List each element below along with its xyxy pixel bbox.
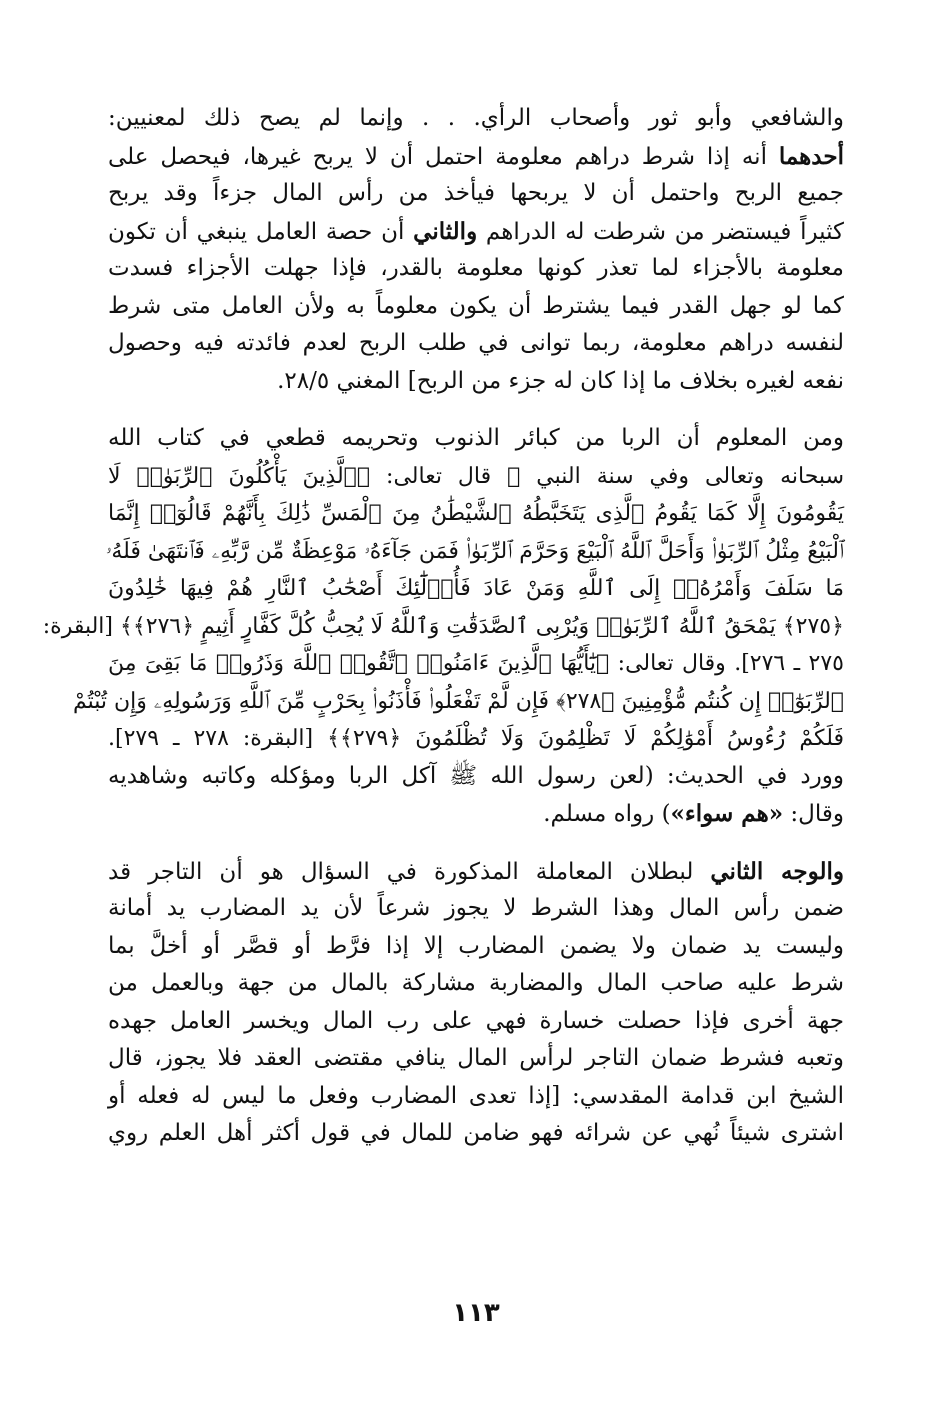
quran-line bbox=[108, 458, 844, 496]
text-segment: ٱلرِّبَوٰٓا۟ إِن كُنتُم مُّؤْمِنِينَ ﴿٢٧٨﴾ فَإِن لَّمْ تَفْعَلُوا۟ فَأْذَنُوا۟ بِحَرْبٍ مِّنَ ٱللَّهِ وَرَسُولِهِۦ وَإِن تُبْتُمْ bbox=[72, 688, 844, 714]
text-segment: ضمن رأس المال وهذا الشرط لا يجوز شرعاً لأن يد المضارب يد أمانة bbox=[108, 895, 844, 921]
text-segment: جميع الربح واحتمل أن لا يربحها فيأخذ من رأس المال جزءاً وقد يربح bbox=[108, 180, 844, 206]
text-line bbox=[108, 890, 844, 928]
quran-line bbox=[72, 683, 844, 721]
text-segment: شرط عليه صاحب المال والمضاربة مشاركة بالمال من جهة وبالعمل من bbox=[108, 970, 844, 996]
text-line bbox=[108, 213, 844, 251]
text-segment: ﴿٢٧٥﴾ يَمْحَقُ ٱللَّهُ ٱلرِّبَوٰا۟ وَيُرْبِى ٱلصَّدَقَٰتِ وَٱللَّهُ لَا يُحِبُّ كُلَّ كَفَّارٍ أَثِيمٍ ﴿٢٧٦﴾﴾ [البقرة: bbox=[42, 613, 844, 639]
text-line bbox=[108, 100, 844, 138]
text-line bbox=[108, 1040, 844, 1078]
text-segment: مَا سَلَفَ وَأَمْرُهُۥٓ إِلَى ٱللَّهِ وَمَنْ عَادَ فَأُو۟لَٰٓئِكَ أَصْحَٰبُ ٱلنَّارِ هُمْ فِيهَا خَٰلِدُونَ bbox=[108, 576, 844, 601]
text-line bbox=[108, 288, 844, 326]
page-body bbox=[42, 100, 845, 1153]
text-segment: جهة أخرى فإذا حصلت خسارة فهي على رب المال ويخسر العامل جهده bbox=[108, 1007, 844, 1034]
text-line bbox=[108, 1115, 844, 1153]
quran-line bbox=[108, 720, 844, 758]
page-number: ١١٣ bbox=[452, 1298, 500, 1328]
quran-line bbox=[108, 645, 844, 683]
paragraph-gap bbox=[108, 833, 844, 853]
text-line bbox=[108, 795, 844, 833]
quran-line bbox=[42, 608, 844, 646]
text-segment: الشيخ ابن قدامة المقدسي: [إذا تعدى المضارب وفعل ما ليس له فعله أو bbox=[108, 1082, 844, 1109]
text-line bbox=[108, 965, 844, 1003]
text-segment: لنفسه دراهم معلومة، ربما توانى في طلب الربح لعدم فائدته فيه وحصول bbox=[108, 330, 844, 356]
text-segment: فَلَكُمْ رُءُوسُ أَمْوَٰلِكُمْ لَا تَظْلِمُونَ وَلَا تُظْلَمُونَ ﴿٢٧٩﴾﴾ [البقرة: ٢٧٨ ـ ٢٧٩]. bbox=[108, 726, 844, 751]
paragraph bbox=[108, 853, 844, 1153]
text-line bbox=[108, 1078, 844, 1116]
text-segment: أنه إذا شرط دراهم معلومة احتمل أن لا يربح غيرها، فيحصل على bbox=[108, 143, 779, 170]
text-segment: وليست يد ضمان ولا يضمن المضارب إلا إذا فرَّط أو قصَّر أو أخلَّ بما bbox=[108, 932, 844, 959]
text-line bbox=[108, 1003, 844, 1041]
text-line bbox=[108, 138, 844, 176]
text-line bbox=[108, 250, 844, 288]
text-line bbox=[108, 363, 844, 401]
paragraph-gap bbox=[108, 400, 844, 420]
text-segment: وتعبه فشرط ضمان التاجر لرأس المال ينافي مقتضى العقد فلا يجوز، قال bbox=[108, 1045, 844, 1071]
text-segment: ٱلْبَيْعُ مِثْلُ ٱلرِّبَوٰا۟ وَأَحَلَّ ٱللَّهُ ٱلْبَيْعَ وَحَرَّمَ ٱلرِّبَوٰا۟ فَمَن جَآءَهُۥ مَوْعِظَةٌ مِّن رَّبِّهِۦ فَٱنتَهَىٰ فَلَهُۥ bbox=[105, 538, 844, 564]
text-segment: سبحانه وتعالى وفي سنة النبي ﷺ قال تعالى: ﴿ٱلَّذِينَ يَأْكُلُونَ ٱلرِّبَوٰا۟ لَا bbox=[108, 463, 844, 489]
paragraph bbox=[108, 100, 844, 400]
text-segment: اشترى شيئاً نُهي عن شرائه فهو ضامن للمال في قول أكثر أهل العلم روي bbox=[108, 1120, 844, 1146]
quran-line bbox=[105, 533, 844, 571]
text-segment: كثيراً فيستضر من شرطت له الدراهم bbox=[477, 218, 844, 245]
text-segment: يَقُومُونَ إِلَّا كَمَا يَقُومُ ٱلَّذِى يَتَخَبَّطُهُ ٱلشَّيْطَٰنُ مِنَ ٱلْمَسِّ ذَٰلِكَ بِأَنَّهُمْ قَالُوٓا۟ إِنَّمَا bbox=[108, 501, 844, 526]
text-segment: «هم سواء» bbox=[670, 800, 784, 827]
quran-line bbox=[108, 495, 844, 533]
text-segment: وقال: bbox=[783, 801, 844, 827]
text-segment: والوجه الثاني bbox=[710, 857, 844, 885]
text-segment: والثاني bbox=[413, 217, 478, 245]
text-line bbox=[108, 420, 844, 458]
text-segment: معلومة بالأجزاء لما تعذر كونها معلومة بالقدر، فإذا جهلت الأجزاء فسدت bbox=[108, 255, 844, 281]
text-line bbox=[108, 758, 844, 796]
text-segment: أن حصة العامل ينبغي أن تكون bbox=[108, 218, 414, 245]
quran-line bbox=[108, 570, 844, 608]
text-line bbox=[108, 853, 844, 891]
text-segment: لبطلان المعاملة المذكورة في السؤال هو أن التاجر قد bbox=[108, 858, 711, 885]
text-segment: وورد في الحديث: (لعن رسول الله ﷺ آكل الربا ومؤكله وكاتبه وشاهديه bbox=[108, 762, 844, 789]
text-line bbox=[108, 325, 844, 363]
text-segment: ومن المعلوم أن الربا من كبائر الذنوب وتحريمه قطعي في كتاب الله bbox=[108, 425, 844, 451]
text-segment: كما لو جهل القدر فيما يشترط أن يكون معلوماً به ولأن العامل متى شرط bbox=[108, 292, 845, 319]
text-segment: ) رواه مسلم. bbox=[543, 801, 671, 827]
text-segment: والشافعي وأبو ثور وأصحاب الرأي. . . وإنما لم يصح ذلك لمعنيين: bbox=[108, 105, 844, 131]
text-segment: ٢٧٥ ـ ٢٧٦]. وقال تعالى: ﴿يَٰٓأَيُّهَا ٱلَّذِينَ ءَامَنُوا۟ ٱتَّقُوا۟ ٱللَّهَ وَذَرُوا۟ مَا بَقِىَ مِنَ bbox=[108, 651, 844, 676]
text-line bbox=[108, 175, 844, 213]
paragraph bbox=[42, 420, 844, 833]
text-segment: نفعه لغيره بخلاف ما إذا كان له جزء من الربح] المغني ٢٨/٥. bbox=[277, 367, 844, 394]
text-segment: أحدهما bbox=[778, 142, 844, 170]
text-line bbox=[108, 928, 844, 966]
